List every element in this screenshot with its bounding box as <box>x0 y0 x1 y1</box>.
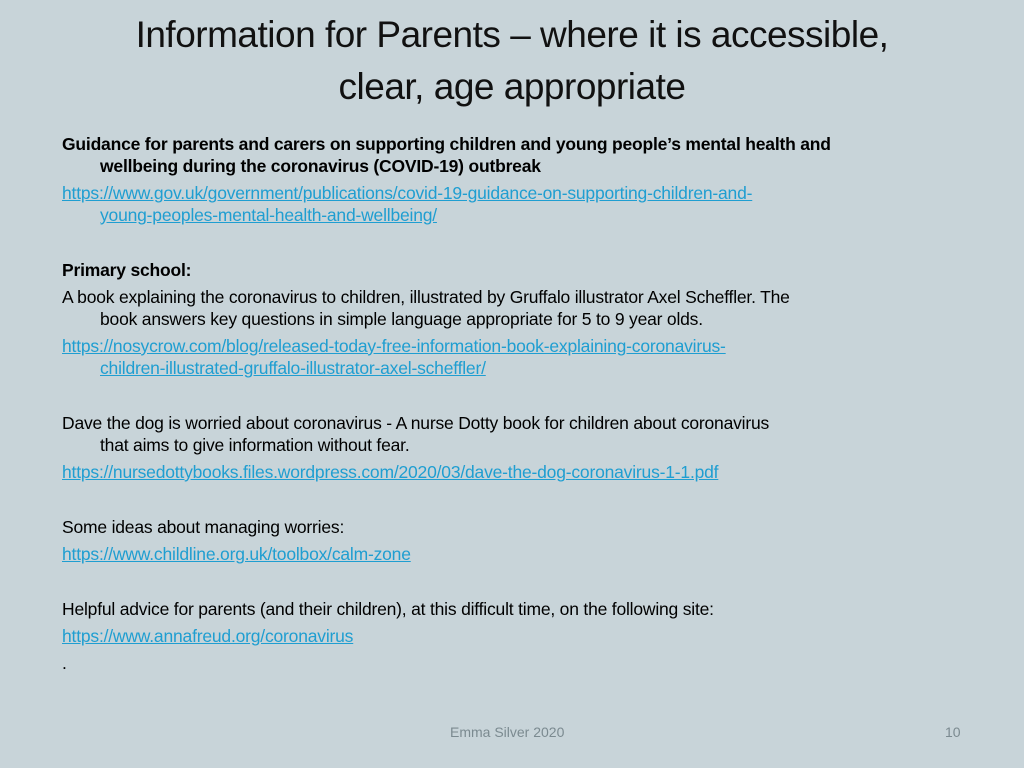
dave-text-cont: that aims to give information without fear. <box>100 435 410 455</box>
primary-text-cont: book answers key questions in simple language appropriate for 5 to 9 year olds. <box>100 309 703 329</box>
nosycrow-link[interactable]: https://nosycrow.com/blog/released-today-free-information-book-explaining-coronavirus- <box>62 336 726 356</box>
advice-text: Helpful advice for parents (and their children), at this difficult time, on the following site: <box>62 599 714 619</box>
primary-text: A book explaining the coronavirus to children, illustrated by Gruffalo illustrator Axel Scheffler. The <box>62 287 790 307</box>
slide-number: 10 <box>945 724 961 740</box>
dave-text: Dave the dog is worried about coronavirus - A nurse Dotty book for children about coronavirus <box>62 413 770 433</box>
slide-title-line1: Information for Parents – where it is accessible, <box>135 14 889 55</box>
annafreud-link[interactable]: https://www.annafreud.org/coronavirus <box>62 626 354 646</box>
guidance-heading-cont: wellbeing during the coronavirus (COVID-19) outbreak <box>100 156 541 176</box>
primary-heading: Primary school: <box>62 260 192 280</box>
childline-link[interactable]: https://www.childline.org.uk/toolbox/calm-zone <box>62 544 411 564</box>
trailing-dot: . <box>62 653 67 673</box>
footer-author: Emma Silver 2020 <box>450 724 565 740</box>
guidance-heading: Guidance for parents and carers on supporting children and young people’s mental health and <box>62 134 831 154</box>
gov-link[interactable]: https://www.gov.uk/government/publications/covid-19-guidance-on-supporting-children-and- <box>62 183 753 203</box>
nursedotty-link[interactable]: https://nursedottybooks.files.wordpress.com/2020/03/dave-the-dog-coronavirus-1-1.pdf <box>62 462 719 482</box>
nosycrow-link-cont[interactable]: children-illustrated-gruffalo-illustrator-axel-scheffler/ <box>100 358 486 378</box>
worries-text: Some ideas about managing worries: <box>62 517 345 537</box>
slide-title-line2: clear, age appropriate <box>338 66 686 107</box>
gov-link-cont[interactable]: young-peoples-mental-health-and-wellbeing/ <box>100 205 437 225</box>
